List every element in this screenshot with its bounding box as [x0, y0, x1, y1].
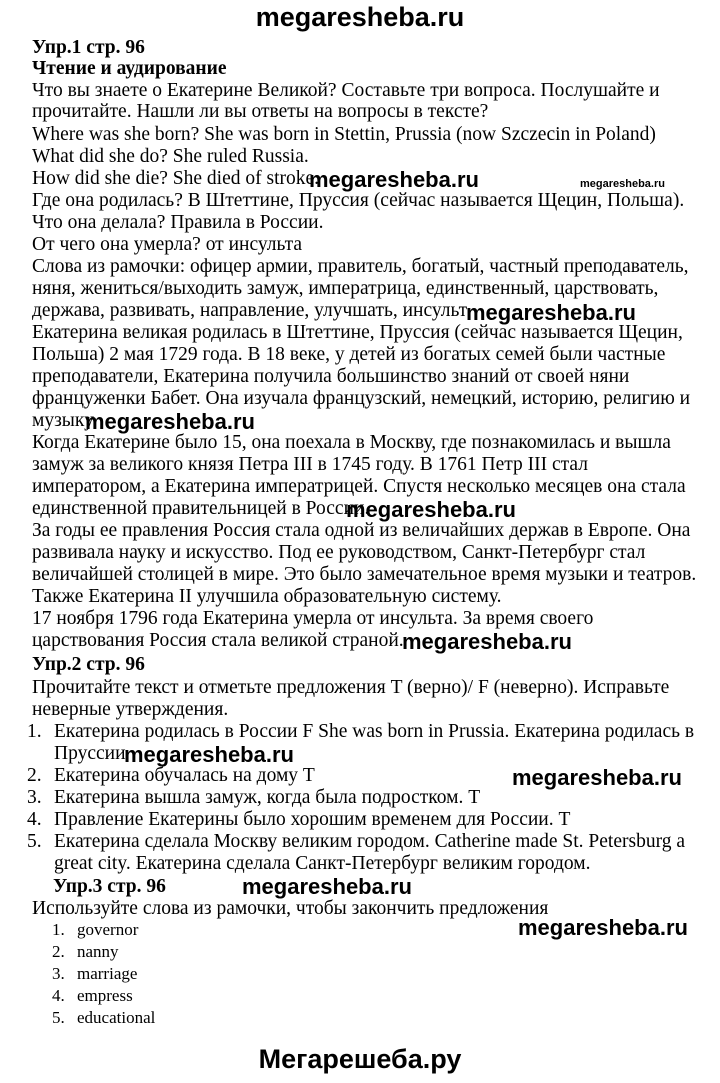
ex1-line: единственной правительницей в России. — [32, 498, 370, 519]
ex2-item-text: Екатерина сделала Москву великим городом. Catherine made St. Petersburg a — [54, 831, 685, 852]
ex1-line: Слова из рамочки: офицер армии, правитель, богатый, частный преподаватель, — [32, 256, 689, 277]
ex1-line: Где она родилась? В Штеттине, Пруссия (сейчас называется Щецин, Польша). — [32, 190, 685, 211]
ex2-item-text: Екатерина обучалась на дому T — [54, 765, 315, 786]
ex1-line: Что она делала? Правила в России. — [32, 212, 324, 233]
ex2-item-text: Екатерина вышла замуж, когда была подростком. T — [54, 787, 481, 808]
watermark-bottom: Мегарешеба.ру — [258, 1044, 462, 1074]
ex1-line: How did she die? She died of stroke. — [32, 168, 320, 189]
ex2-item-text: great city. Екатерина сделала Санкт-Петербург великим городом. — [54, 853, 591, 874]
ex2-item-number: 2. — [27, 765, 42, 786]
ex1-line: Также Екатерина II улучшила образовательную систему. — [32, 586, 502, 607]
ex3-item-text: educational — [77, 1008, 156, 1027]
ex2-item-number: 4. — [27, 809, 42, 830]
ex1-line: величайшей столицей в мире. Это было замечательное время музыки и театров. — [32, 564, 697, 585]
ex1-line: музыку — [32, 410, 94, 431]
ex1-line: преподаватели, Екатерина получила большинство знаний от своей няни — [32, 366, 630, 387]
ex3-item-number: 3. — [52, 964, 65, 983]
ex1-line: развивала науку и искусство. Под ее руководством, Санкт-Петербург стал — [32, 542, 646, 563]
ex1-line: Екатерина великая родилась в Штеттине, Пруссия (сейчас называется Щецин, — [32, 322, 683, 343]
ex3-item-number: 5. — [52, 1008, 65, 1027]
ex3-item-text: governor — [77, 920, 139, 939]
ex3-item-text: marriage — [77, 964, 138, 983]
ex1-line: няня, жениться/выходить замуж, императрица, единственный, царствовать, — [32, 278, 659, 299]
ex2-heading: Упр.2 стр. 96 — [32, 654, 145, 675]
ex1-line: What did she do? She ruled Russia. — [32, 146, 309, 167]
ex1-line: Когда Екатерине было 15, она поехала в Москву, где познакомилась и вышла — [32, 432, 671, 453]
ex3-item-text: empress — [77, 986, 133, 1005]
watermark-inline: megaresheba.ru — [466, 300, 636, 325]
ex1-line: царствования Россия стала великой страной. — [32, 630, 404, 651]
ex1-heading: Упр.1 стр. 96 — [32, 37, 145, 58]
watermark-inline: megaresheba.ru — [518, 915, 688, 940]
watermark-top: megaresheba.ru — [255, 2, 465, 32]
ex2-item-number: 1. — [27, 721, 42, 742]
ex3-heading: Упр.3 стр. 96 — [53, 876, 166, 897]
ex2-intro: Прочитайте текст и отметьте предложения T (верно)/ F (неверно). Исправьте — [32, 677, 670, 698]
ex1-line: За годы ее правления Россия стала одной из величайших держав в Европе. Она — [32, 520, 691, 541]
ex1-line: держава, развивать, направление, улучшать, инсульт — [32, 300, 468, 321]
ex2-item-text: Пруссии — [54, 743, 126, 764]
watermark-inline: megaresheba.ru — [124, 742, 294, 767]
ex1-line: Where was she born? She was born in Stettin, Prussia (now Szczecin in Poland) — [32, 124, 656, 145]
watermark-inline: megaresheba.ru — [85, 409, 255, 434]
ex1-line: От чего она умерла? от инсульта — [32, 234, 303, 255]
watermark-inline: megaresheba.ru — [402, 629, 572, 654]
ex2-item-text: Правление Екатерины было хорошим временем для России. T — [54, 809, 571, 830]
ex1-line: француженки Бабет. Она изучала французский, немецкий, историю, религию и — [32, 388, 691, 409]
ex3-intro: Используйте слова из рамочки, чтобы закончить предложения — [32, 898, 549, 919]
watermark-inline: megaresheba.ru — [242, 874, 412, 899]
watermark-small: megaresheba.ru — [580, 178, 665, 190]
watermark-inline: megaresheba.ru — [512, 765, 682, 790]
ex1-line: прочитайте. Нашли ли вы ответы на вопросы в тексте? — [32, 101, 489, 122]
ex3-item-number: 1. — [52, 920, 65, 939]
ex1-line: Польша) 2 мая 1729 года. В 18 веке, у детей из богатых семей были частные — [32, 344, 666, 365]
ex2-item-number: 3. — [27, 787, 42, 808]
ex2-item-text: Екатерина родилась в России F She was born in Prussia. Екатерина родилась в — [54, 721, 695, 742]
ex1-subheading: Чтение и аудирование — [32, 58, 227, 79]
ex3-item-number: 4. — [52, 986, 65, 1005]
ex1-line: императором, а Екатерина императрицей. Спустя несколько месяцев она стала — [32, 476, 686, 497]
ex2-item-number: 5. — [27, 831, 42, 852]
ex1-line: Что вы знаете о Екатерине Великой? Составьте три вопроса. Послушайте и — [32, 80, 660, 101]
ex3-item-text: nanny — [77, 942, 119, 961]
watermark-inline: megaresheba.ru — [346, 497, 516, 522]
ex3-item-number: 2. — [52, 942, 65, 961]
watermark-inline: megaresheba.ru — [309, 167, 479, 192]
ex1-line: 17 ноября 1796 года Екатерина умерла от инсульта. За время своего — [32, 608, 594, 629]
ex2-intro: неверные утверждения. — [32, 699, 229, 720]
ex1-line: замуж за великого князя Петра III в 1745 году. В 1761 Петр III стал — [32, 454, 588, 475]
